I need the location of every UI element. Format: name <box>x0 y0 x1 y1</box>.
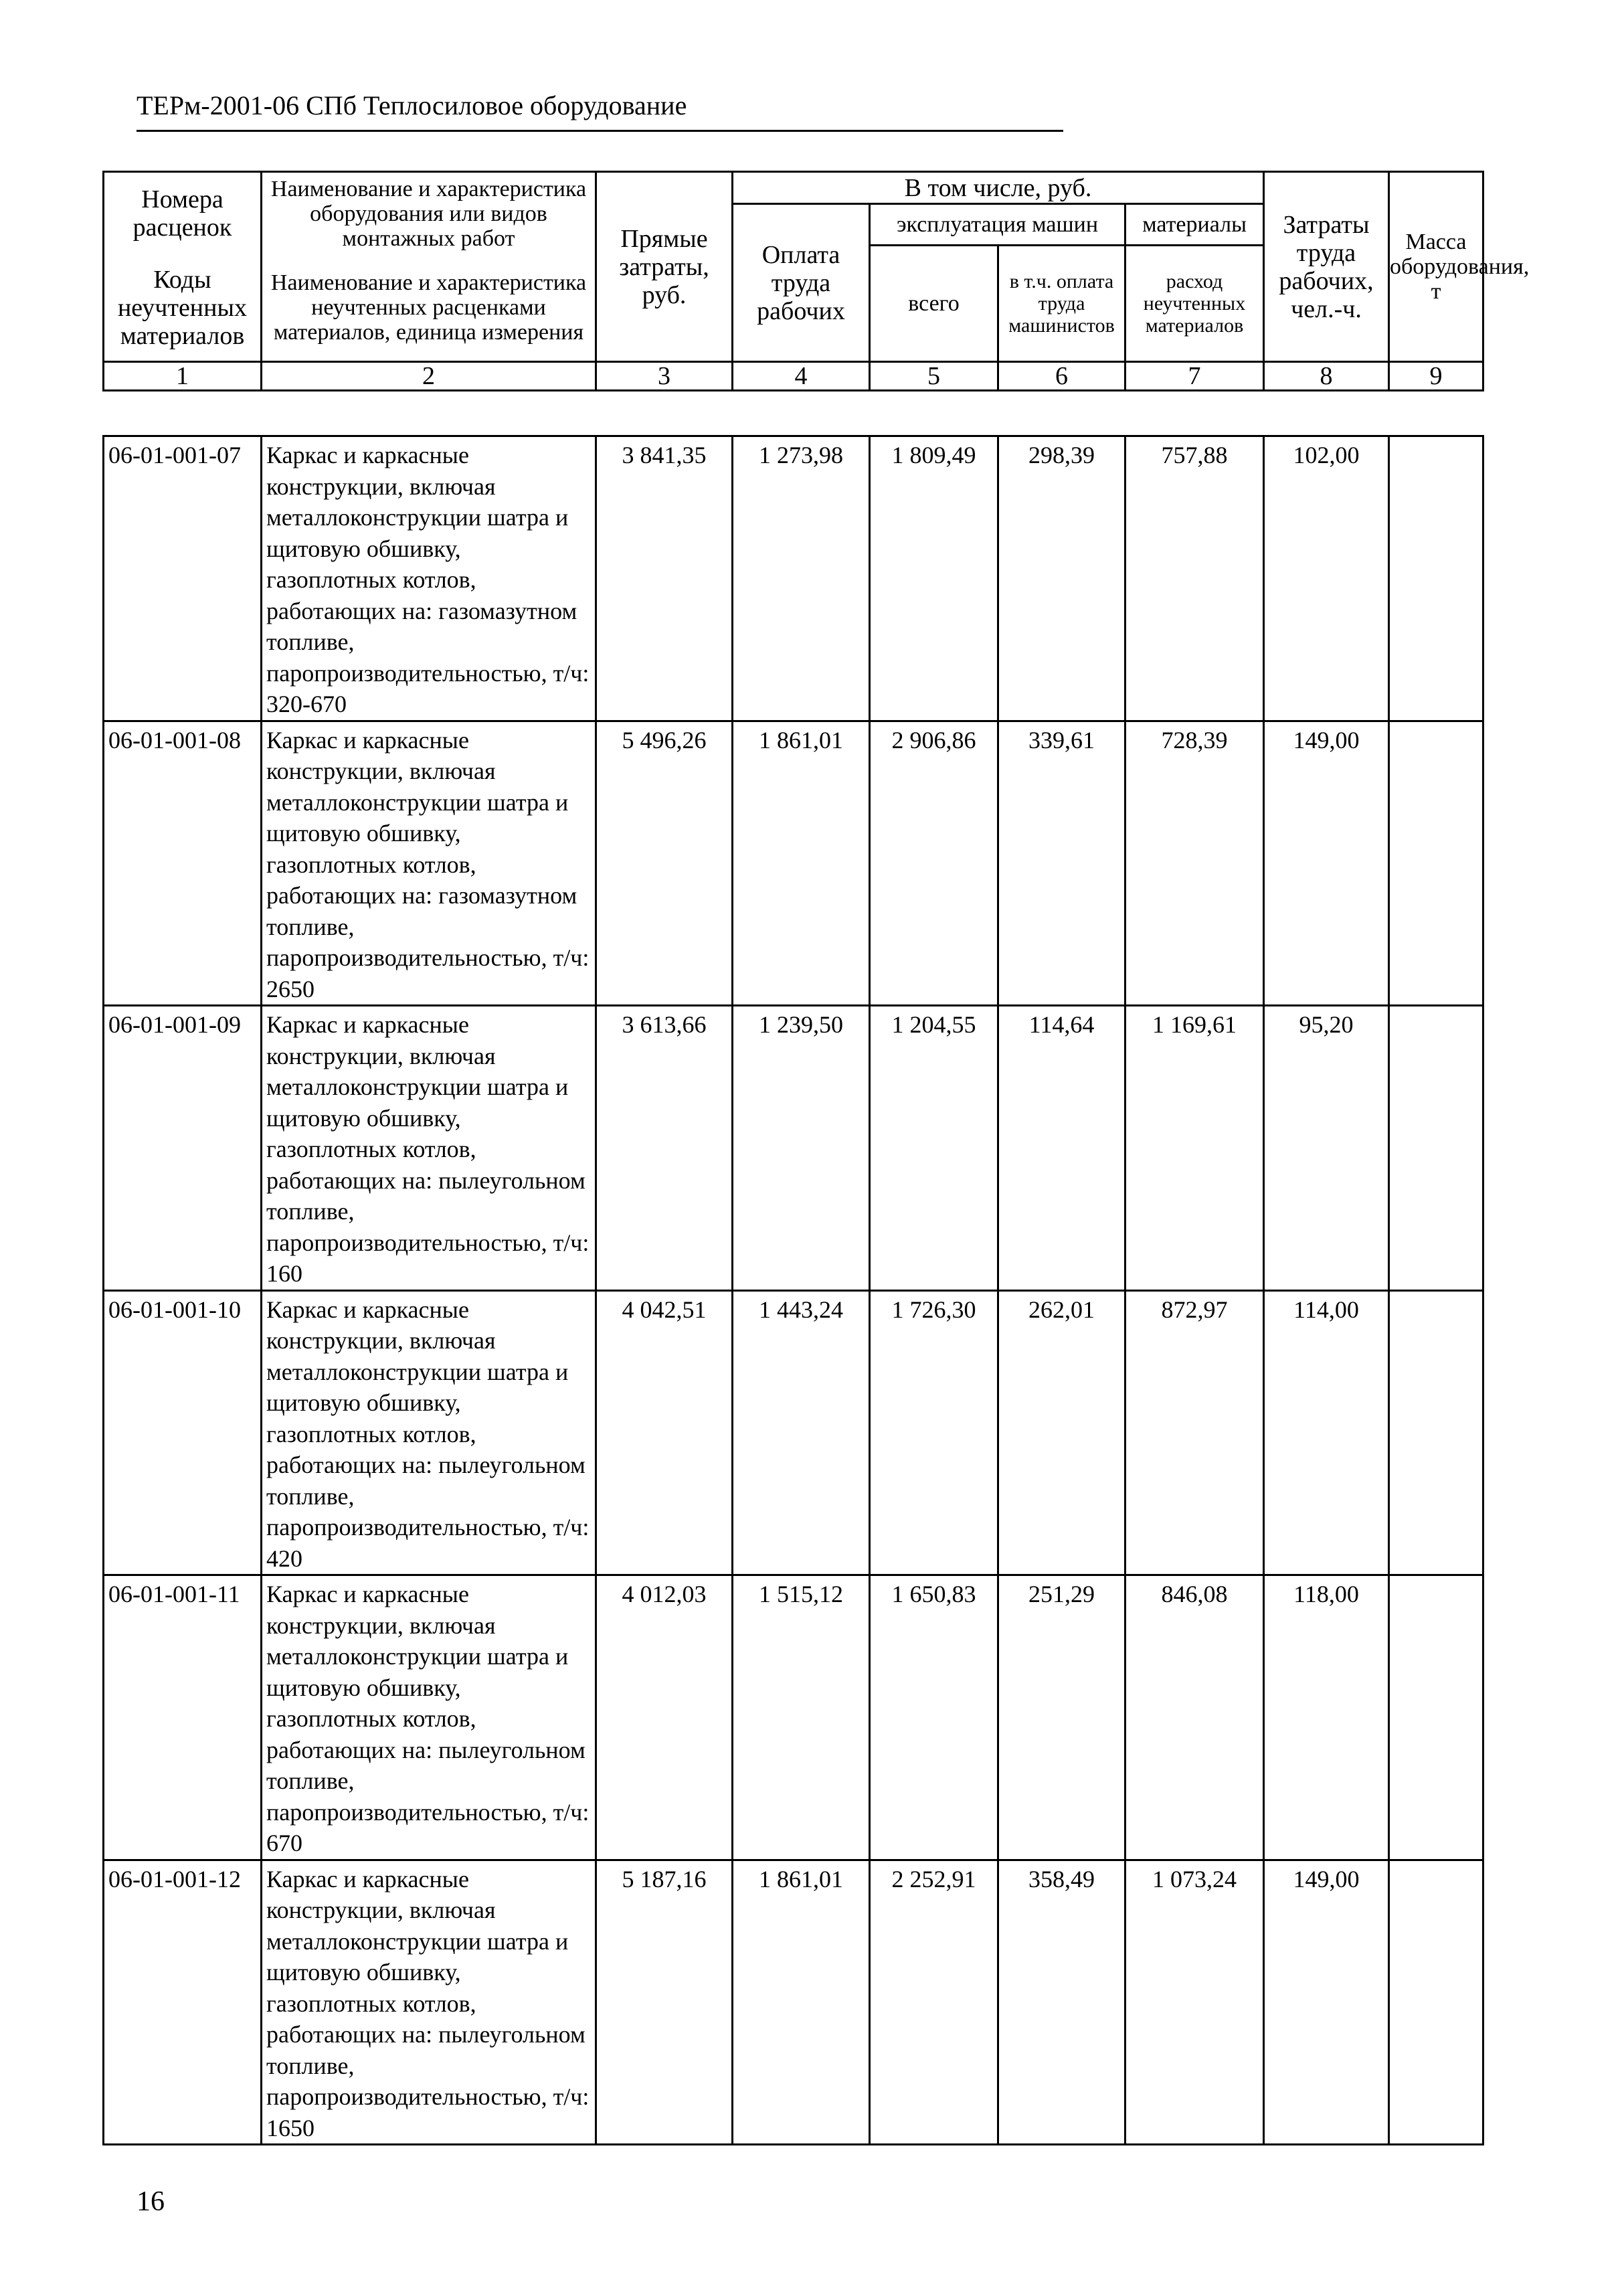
direct-costs-value: 3 841,35 <box>596 436 733 721</box>
machines-total-value: 1 204,55 <box>870 1006 998 1291</box>
col-header-labor-hours: Затраты труда рабочих, чел.-ч. <box>1264 172 1389 362</box>
col-header-equipment-mass: Масса оборудования, т <box>1389 172 1483 362</box>
equipment-mass-value <box>1389 721 1483 1006</box>
direct-costs-value: 4 042,51 <box>596 1290 733 1575</box>
equipment-mass-value <box>1389 1860 1483 2145</box>
labor-hours-value: 149,00 <box>1264 721 1389 1006</box>
materials-value: 846,08 <box>1125 1575 1264 1860</box>
equipment-mass-value <box>1389 1575 1483 1860</box>
col-number-1: 1 <box>104 362 262 391</box>
rate-description: Каркас и каркасные конструкции, включая металлоконструкции шатра и щитовую обшивку, газоплотных котлов, работающих на: пылеугольном топливе, паропроизводительностью, т/ч: 160 <box>262 1006 596 1291</box>
rate-description: Каркас и каркасные конструкции, включая металлоконструкции шатра и щитовую обшивку, газоплотных котлов, работающих на: пылеугольном топливе, паропроизводительностью, т/ч: 420 <box>262 1290 596 1575</box>
machinist-pay-value: 358,49 <box>998 1860 1125 2145</box>
page-header-title: ТЕРм-2001-06 СПб Теплосиловое оборудование <box>137 90 1063 132</box>
col-number-8: 8 <box>1264 362 1389 391</box>
col-header-unaccounted-materials: расход неучтенных материалов <box>1125 246 1264 362</box>
materials-value: 757,88 <box>1125 436 1264 721</box>
col-header-work-name: Наименование и характеристика оборудования или видов монтажных работ <box>262 172 596 255</box>
labor-hours-value: 118,00 <box>1264 1575 1389 1860</box>
worker-pay-value: 1 443,24 <box>733 1290 870 1575</box>
machinist-pay-value: 262,01 <box>998 1290 1125 1575</box>
table-row <box>104 436 1483 721</box>
direct-costs-value: 4 012,03 <box>596 1575 733 1860</box>
labor-hours-value: 149,00 <box>1264 1860 1389 2145</box>
labor-hours-value: 114,00 <box>1264 1290 1389 1575</box>
direct-costs-value: 5 187,16 <box>596 1860 733 2145</box>
col-number-7: 7 <box>1125 362 1264 391</box>
col-number-9: 9 <box>1389 362 1483 391</box>
labor-hours-value: 95,20 <box>1264 1006 1389 1291</box>
worker-pay-value: 1 861,01 <box>733 721 870 1006</box>
materials-value: 1 073,24 <box>1125 1860 1264 2145</box>
equipment-mass-value <box>1389 1006 1483 1291</box>
table-row <box>104 1860 1483 2145</box>
rate-description: Каркас и каркасные конструкции, включая металлоконструкции шатра и щитовую обшивку, газоплотных котлов, работающих на: пылеугольном топливе, паропроизводительностью, т/ч: 1650 <box>262 1860 596 2145</box>
direct-costs-value: 3 613,66 <box>596 1006 733 1291</box>
col-number-5: 5 <box>870 362 998 391</box>
col-number-2: 2 <box>262 362 596 391</box>
rate-code: 06-01-001-10 <box>104 1290 262 1575</box>
equipment-mass-value <box>1389 1290 1483 1575</box>
col-header-machines-total: всего <box>870 246 998 362</box>
materials-value: 1 169,61 <box>1125 1006 1264 1291</box>
machines-total-value: 1 726,30 <box>870 1290 998 1575</box>
col-header-direct-costs: Прямые затраты, руб. <box>596 172 733 362</box>
rate-description: Каркас и каркасные конструкции, включая металлоконструкции шатра и щитовую обшивку, газоплотных котлов, работающих на: пылеугольном топливе, паропроизводительностью, т/ч: 670 <box>262 1575 596 1860</box>
col-number-3: 3 <box>596 362 733 391</box>
machinist-pay-value: 251,29 <box>998 1575 1125 1860</box>
col-header-worker-pay: Оплата труда рабочих <box>733 204 870 362</box>
col-header-machines-label: эксплуатация машин <box>870 204 1125 246</box>
col-header-material-names: Наименование и характеристика неучтенных расценками материалов, единица измерения <box>262 255 596 362</box>
materials-value: 872,97 <box>1125 1290 1264 1575</box>
worker-pay-value: 1 239,50 <box>733 1006 870 1291</box>
materials-value: 728,39 <box>1125 721 1264 1006</box>
machinist-pay-value: 298,39 <box>998 436 1125 721</box>
column-header-table <box>102 171 1530 391</box>
machines-total-value: 2 906,86 <box>870 721 998 1006</box>
direct-costs-value: 5 496,26 <box>596 721 733 1006</box>
machines-total-value: 1 650,83 <box>870 1575 998 1860</box>
table-row <box>104 721 1483 1006</box>
labor-hours-value: 102,00 <box>1264 436 1389 721</box>
rate-code: 06-01-001-07 <box>104 436 262 721</box>
col-header-material-codes: Коды неучтенных материалов <box>104 255 262 362</box>
worker-pay-value: 1 273,98 <box>733 436 870 721</box>
worker-pay-value: 1 515,12 <box>733 1575 870 1860</box>
machinist-pay-value: 114,64 <box>998 1006 1125 1291</box>
rate-code: 06-01-001-09 <box>104 1006 262 1291</box>
col-header-group-label: В том числе, руб. <box>733 172 1264 204</box>
col-header-machinist-pay: в т.ч. оплата труда машинистов <box>998 246 1125 362</box>
table-row <box>104 1290 1483 1575</box>
col-header-materials-label: материалы <box>1125 204 1264 246</box>
page-number: 16 <box>137 2186 165 2217</box>
machinist-pay-value: 339,61 <box>998 721 1125 1006</box>
rate-code: 06-01-001-08 <box>104 721 262 1006</box>
rate-description: Каркас и каркасные конструкции, включая металлоконструкции шатра и щитовую обшивку, газоплотных котлов, работающих на: газомазутном топливе, паропроизводительностью, т/ч: 2650 <box>262 721 596 1006</box>
machines-total-value: 1 809,49 <box>870 436 998 721</box>
table-row <box>104 1575 1483 1860</box>
rate-code: 06-01-001-12 <box>104 1860 262 2145</box>
table-row <box>104 1006 1483 1291</box>
machines-total-value: 2 252,91 <box>870 1860 998 2145</box>
rate-code: 06-01-001-11 <box>104 1575 262 1860</box>
rate-description: Каркас и каркасные конструкции, включая металлоконструкции шатра и щитовую обшивку, газоплотных котлов, работающих на: газомазутном топливе, паропроизводительностью, т/ч: 320-670 <box>262 436 596 721</box>
col-number-4: 4 <box>733 362 870 391</box>
col-header-rate-numbers: Номера расценок <box>104 172 262 255</box>
equipment-mass-value <box>1389 436 1483 721</box>
col-number-6: 6 <box>998 362 1125 391</box>
worker-pay-value: 1 861,01 <box>733 1860 870 2145</box>
rates-table <box>102 435 1484 2145</box>
